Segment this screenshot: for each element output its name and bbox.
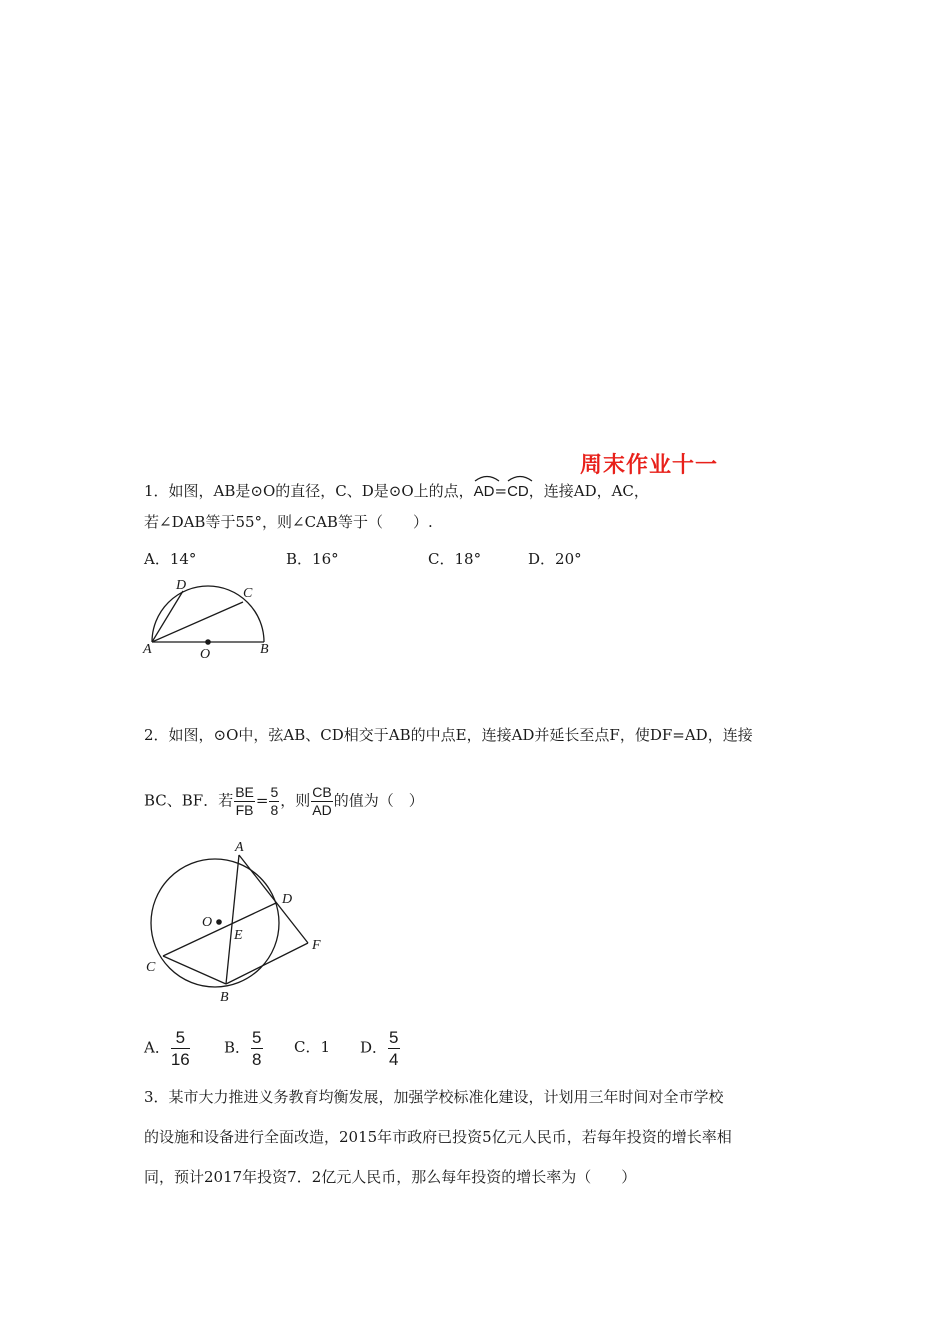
q2-option-a-den: 16 xyxy=(170,1050,190,1069)
fraction-cb-ad-num: CB xyxy=(312,784,332,800)
q1-semicircle-figure xyxy=(140,575,275,660)
q3-line-1: 3．某市大力推进义务教育均衡发展，加强学校标准化建设，计划用三年时间对全市学校 xyxy=(144,1088,724,1106)
q2-option-a-fraction xyxy=(171,1027,190,1070)
chord-ac xyxy=(152,602,243,642)
q2-equal: = xyxy=(255,791,269,810)
label-b: B xyxy=(220,990,229,1005)
fraction-5-8-den: 8 xyxy=(270,802,279,818)
q2-option-b-fraction xyxy=(251,1027,262,1070)
label-c: C xyxy=(243,586,253,601)
arc-ad xyxy=(474,478,495,502)
label-o: O xyxy=(202,915,213,930)
q2-option-a-num: 5 xyxy=(171,1027,190,1049)
center-point xyxy=(205,639,211,645)
chord-ad xyxy=(152,591,183,642)
fraction-5-8 xyxy=(269,784,279,819)
label-d: D xyxy=(176,578,187,593)
q2-option-d-label: D． xyxy=(360,1038,388,1057)
chord-ab xyxy=(226,855,239,984)
page-title: 周末作业十一 xyxy=(580,453,719,478)
q1-option-c: C．18° xyxy=(428,550,482,568)
segment-af xyxy=(239,855,308,943)
q2-text-c: 的值为（ ） xyxy=(333,791,424,810)
q1-text-b: ，连接AD，AC， xyxy=(528,482,649,500)
q2-option-b-label: B． xyxy=(224,1038,251,1057)
q2-circle-figure xyxy=(140,835,340,1010)
center-point xyxy=(216,919,222,925)
chord-cd xyxy=(163,903,276,956)
segment-bf xyxy=(226,943,308,984)
fraction-be-fb-num: BE xyxy=(235,784,254,800)
q1-line-1 xyxy=(144,478,649,502)
q2-option-d-num: 5 xyxy=(389,1028,399,1047)
label-a: A xyxy=(143,642,152,657)
q1-line-2: 若∠DAB等于55°，则∠CAB等于（ ）. xyxy=(144,513,433,531)
q2-option-a xyxy=(144,1027,191,1070)
fraction-5-8-num: 5 xyxy=(270,784,279,800)
label-f: F xyxy=(312,938,321,953)
arc-cd xyxy=(507,478,529,502)
fraction-be-fb xyxy=(234,784,255,819)
q2-line-1: 2．如图，⊙O中，弦AB、CD相交于AB的中点E，连接AD并延长至点F，使DF=AD，连接 xyxy=(144,726,753,744)
arc-ad-label: AD xyxy=(473,483,495,500)
q2-text-a: BC、BF．若 xyxy=(144,791,234,810)
q2-option-d-fraction xyxy=(388,1027,399,1070)
q2-option-d xyxy=(360,1027,401,1070)
label-c: C xyxy=(146,960,156,975)
q1-text-a: 1．如图，AB是⊙O的直径，C、D是⊙O上的点， xyxy=(144,482,474,500)
label-e: E xyxy=(234,928,243,943)
q1-option-d: D．20° xyxy=(528,550,582,568)
arc-cd-label: CD xyxy=(507,483,529,500)
q2-option-c: C．1 xyxy=(294,1038,331,1056)
q2-option-b-num: 5 xyxy=(252,1028,262,1047)
q1-option-a: A．14° xyxy=(144,550,197,568)
fraction-be-fb-den: FB xyxy=(235,802,254,818)
q1-option-b: B．16° xyxy=(286,550,339,568)
label-b: B xyxy=(260,642,269,657)
q2-line-2 xyxy=(144,784,424,819)
fraction-cb-ad-den: AD xyxy=(312,802,332,818)
fraction-cb-ad xyxy=(311,784,332,819)
q3-line-2: 的设施和设备进行全面改造，2015年市政府已投资5亿元人民币，若每年投资的增长率相 xyxy=(144,1128,732,1146)
label-d: D xyxy=(282,892,293,907)
q2-option-b-den: 8 xyxy=(252,1050,262,1069)
label-o: O xyxy=(200,647,211,660)
q2-option-d-den: 4 xyxy=(389,1050,399,1069)
q3-line-3: 同，预计2017年投资7．2亿元人民币，那么每年投资的增长率为（ ） xyxy=(144,1168,637,1186)
label-a: A xyxy=(235,840,244,855)
q2-option-a-label: A． xyxy=(144,1038,170,1057)
arc-equal: = xyxy=(494,482,508,500)
q2-text-b: ，则 xyxy=(280,791,311,810)
q2-option-b xyxy=(224,1027,264,1070)
